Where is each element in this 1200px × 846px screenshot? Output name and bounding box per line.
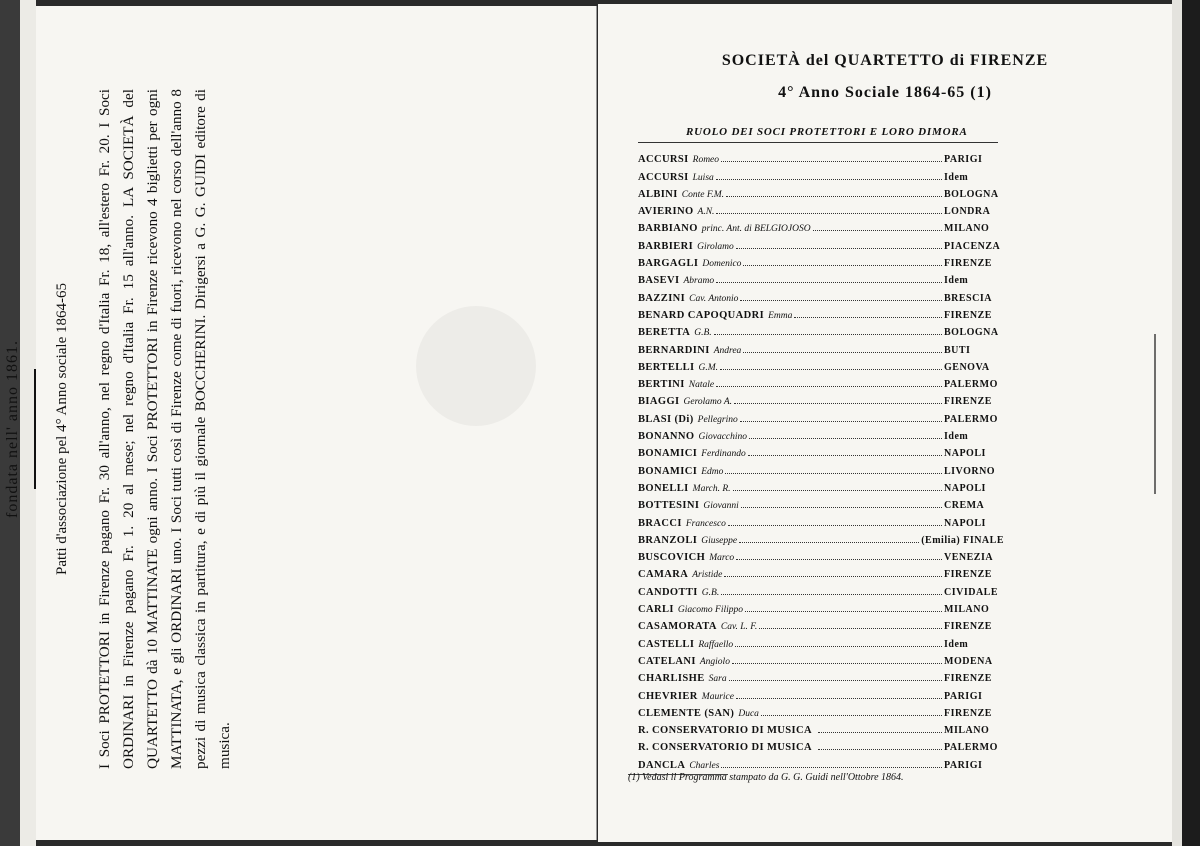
association-terms-text: I Soci PROTETTORI in Firenze pagano Fr. 30 all'anno, nel regno d'Italia Fr. 18, all'estero Fr. 20. I Soci ORDINARI in Firenze pagano Fr. 1. 20 al mese; nel regno d'Italia Fr. 15 all'anno. LA SOCIETÀ del QUARTETTO dà 10 MATTINATE ogni anno. I Soci PROTETTORI in Firenze ricevono 4 biglietti per ogni MATTINATA, e gli ORDINARI uno. I Soci tutti così di Firenze come di fuori, ricevono nel corso dell'anno 8 pezzi di musica classica in partitura, e di più il giornale BOCCHERINI. Dirigersi a G. G. GUIDI editore di musica. (96, 89, 233, 769)
member-surname: CANDOTTI (638, 586, 698, 598)
member-city: FIRENZE (944, 309, 992, 321)
member-surname: BONAMICI (638, 465, 698, 477)
member-given-name: Girolamo (697, 241, 734, 252)
member-city: Idem (944, 171, 969, 183)
dot-leader (724, 576, 942, 577)
member-surname: R. CONSERVATORIO DI MUSICA (638, 725, 812, 737)
member-surname: CARLI (638, 604, 674, 616)
member-given-name: Andrea (713, 345, 742, 356)
dot-leader (732, 663, 942, 664)
member-given-name: Emma (768, 310, 793, 321)
member-surname: BERTINI (638, 379, 685, 391)
member-surname: CHEVRIER (638, 690, 698, 702)
member-surname: BERNARDINI (638, 344, 710, 356)
member-given-name: Abramo (683, 276, 715, 287)
member-surname: BRACCI (638, 517, 682, 529)
margin-pencil-mark (1154, 334, 1168, 494)
footnote: (1) Vedasi il Programma stampato da G. G. Guidi nell'Ottobre 1864. (628, 772, 904, 783)
member-city: Idem (944, 275, 969, 287)
member-row (638, 511, 1004, 528)
dot-leader (736, 559, 942, 560)
member-row (638, 667, 1004, 684)
member-surname: ALBINI (638, 188, 678, 200)
member-surname: BARGAGLI (638, 258, 699, 270)
member-row (638, 442, 1004, 459)
dot-leader (794, 317, 942, 318)
member-given-name: Cav. Antonio (689, 293, 739, 304)
member-row (638, 356, 1004, 373)
member-row (638, 598, 1004, 615)
member-given-name: Francesco (685, 518, 726, 529)
member-city: FIRENZE (944, 258, 992, 270)
member-given-name: Pellegrino (697, 414, 738, 425)
dot-leader (734, 403, 942, 404)
right-page-subtitle: 4° Anno Sociale 1864-65 (1) (778, 84, 992, 101)
member-surname: DANCLA (638, 759, 686, 771)
member-city: FIRENZE (944, 673, 992, 685)
member-city: FIRENZE (944, 707, 992, 719)
dot-leader (714, 334, 942, 335)
member-given-name: G.B. (701, 587, 720, 598)
dot-leader (761, 715, 942, 716)
member-city: GENOVA (944, 361, 990, 373)
member-city: BOLOGNA (944, 188, 999, 200)
member-city: FIRENZE (944, 621, 992, 633)
member-surname: BARBIERI (638, 240, 694, 252)
member-given-name: Gerolamo A. (683, 397, 733, 408)
member-given-name: Maurice (701, 691, 734, 702)
member-city: PARIGI (944, 759, 983, 771)
member-surname: ACCURSI (638, 171, 689, 183)
member-city: MILANO (944, 223, 990, 235)
member-row (638, 183, 1004, 200)
member-surname: BRANZOLI (638, 534, 698, 546)
member-given-name: princ. Ant. di BELGIOJOSO (701, 224, 811, 235)
member-surname: AVIERINO (638, 206, 694, 218)
member-given-name: G.M. (698, 362, 719, 373)
member-row (638, 684, 1004, 701)
member-given-name: Ferdinando (701, 449, 746, 460)
member-city: PALERMO (944, 742, 998, 754)
member-row (638, 494, 1004, 511)
member-row (638, 546, 1004, 563)
member-row (638, 407, 1004, 424)
dot-leader (716, 282, 942, 283)
member-surname: CASTELLI (638, 638, 695, 650)
member-city: Idem (944, 638, 969, 650)
member-surname: CATELANI (638, 655, 696, 667)
dot-leader (721, 594, 942, 595)
member-row (638, 650, 1004, 667)
member-city: PALERMO (944, 413, 998, 425)
rotated-text-block (0, 49, 536, 809)
member-row (638, 338, 1004, 355)
member-surname: BIAGGI (638, 396, 680, 408)
member-given-name: Luisa (692, 172, 714, 183)
dot-leader (741, 507, 942, 508)
dot-leader (745, 611, 942, 612)
member-city: LIVORNO (944, 465, 996, 477)
member-surname: BENARD CAPOQUADRI (638, 309, 765, 321)
dot-leader (716, 386, 942, 387)
member-surname: R. CONSERVATORIO DI MUSICA (638, 742, 812, 754)
member-given-name: March. R. (692, 483, 731, 494)
member-given-name: G.B. (694, 328, 712, 339)
member-given-name: Romeo (692, 155, 720, 166)
heading-rule (638, 142, 998, 143)
dot-leader (813, 230, 942, 231)
dot-leader (729, 680, 942, 681)
member-surname: ACCURSI (638, 154, 689, 166)
member-city: FIRENZE (944, 569, 992, 581)
member-row (638, 632, 1004, 649)
dot-leader (736, 248, 942, 249)
member-given-name: Giovanni (703, 501, 739, 512)
dot-leader (743, 265, 942, 266)
dot-leader (726, 196, 942, 197)
member-row (638, 736, 1004, 753)
member-city: NAPOLI (944, 448, 986, 460)
member-given-name: Aristide (692, 570, 723, 581)
member-given-name: Sara (708, 674, 727, 685)
dot-leader (759, 628, 942, 629)
dot-leader (716, 213, 942, 214)
member-city: CIVIDALE (944, 586, 999, 598)
member-given-name: Giacomo Filippo (677, 605, 744, 616)
member-surname: BOTTESINI (638, 500, 700, 512)
member-surname: BERTELLI (638, 361, 695, 373)
member-surname: BERETTA (638, 327, 691, 339)
member-row (638, 252, 1004, 269)
divider (34, 369, 36, 489)
member-given-name: A.N. (697, 207, 715, 218)
dot-leader (818, 732, 942, 733)
dot-leader (733, 490, 942, 491)
member-city: CREMA (944, 500, 985, 512)
member-row (638, 373, 1004, 390)
member-row (638, 148, 1004, 165)
member-city: VENEZIA (944, 552, 994, 564)
dot-leader (748, 455, 942, 456)
member-given-name: Natale (688, 380, 715, 391)
member-row (638, 200, 1004, 217)
member-city: BOLOGNA (944, 327, 999, 339)
member-city: PALERMO (944, 379, 998, 391)
member-city: MILANO (944, 725, 990, 737)
member-city: NAPOLI (944, 482, 986, 494)
member-list (638, 148, 1004, 771)
member-row (638, 580, 1004, 597)
member-given-name: Cav. L. F. (720, 622, 758, 633)
member-list-heading: RUOLO DEI SOCI PROTETTORI E LORO DIMORA (686, 126, 968, 138)
member-given-name: Domenico (702, 259, 742, 270)
member-given-name: Duca (738, 708, 759, 719)
right-page (598, 4, 1172, 842)
member-given-name: Angiolo (699, 656, 730, 667)
member-surname: BONAMICI (638, 448, 698, 460)
member-surname: BASEVI (638, 275, 680, 287)
right-book-edge (1172, 0, 1200, 846)
member-surname: BONANNO (638, 431, 695, 443)
member-row (638, 234, 1004, 251)
member-surname: BAZZINI (638, 292, 686, 304)
dot-leader (743, 352, 942, 353)
dot-leader (721, 767, 942, 768)
member-row (638, 477, 1004, 494)
member-city: Idem (944, 431, 969, 443)
member-row (638, 615, 1004, 632)
member-city: MODENA (944, 655, 993, 667)
member-city: (Emilia) FINALE (921, 534, 1004, 546)
member-surname: CLEMENTE (SAN) (638, 707, 735, 719)
member-row (638, 304, 1004, 321)
member-surname: CASAMORATA (638, 621, 717, 633)
member-surname: BONELLI (638, 482, 689, 494)
dot-leader (739, 542, 919, 543)
dot-leader (720, 369, 942, 370)
member-city: MILANO (944, 604, 990, 616)
member-surname: BLASI (Di) (638, 413, 694, 425)
member-row (638, 425, 1004, 442)
dot-leader (740, 421, 942, 422)
member-row (638, 702, 1004, 719)
dot-leader (740, 300, 942, 301)
member-row (638, 719, 1004, 736)
left-page-subtitle: fondata nell' anno 1861. (4, 340, 21, 518)
member-row (638, 217, 1004, 234)
dot-leader (735, 646, 942, 647)
member-city: PARIGI (944, 154, 983, 166)
member-given-name: Edmo (701, 466, 724, 477)
member-row (638, 529, 1004, 546)
dot-leader (736, 698, 942, 699)
member-city: BRESCIA (944, 292, 992, 304)
dot-leader (818, 749, 942, 750)
member-row (638, 459, 1004, 476)
member-row (638, 563, 1004, 580)
member-given-name: Giovacchino (698, 432, 748, 443)
member-given-name: Giuseppe (701, 535, 738, 546)
member-surname: CHARLISHE (638, 673, 705, 685)
dot-leader (721, 161, 942, 162)
member-surname: BUSCOVICH (638, 552, 706, 564)
member-row (638, 165, 1004, 182)
member-city: PARIGI (944, 690, 983, 702)
member-given-name: Conte F.M. (681, 189, 725, 200)
member-row (638, 753, 1004, 770)
member-city: BUTI (944, 344, 971, 356)
member-row (638, 269, 1004, 286)
member-surname: CAMARA (638, 569, 689, 581)
member-city: NAPOLI (944, 517, 986, 529)
dot-leader (725, 473, 942, 474)
member-row (638, 321, 1004, 338)
member-given-name: Charles (689, 760, 720, 771)
member-city: LONDRA (944, 206, 991, 218)
member-row (638, 286, 1004, 303)
member-given-name: Raffaello (698, 639, 734, 650)
patti-heading: Patti d'associazione pel 4° Anno sociale 1864-65 (54, 283, 70, 575)
member-surname: BARBIANO (638, 223, 698, 235)
member-row (638, 390, 1004, 407)
right-page-title: SOCIETÀ del QUARTETTO di FIRENZE (721, 52, 1049, 69)
dot-leader (728, 525, 942, 526)
member-city: PIACENZA (944, 240, 1001, 252)
dot-leader (749, 438, 942, 439)
left-page (4, 6, 597, 840)
dot-leader (716, 179, 942, 180)
member-city: FIRENZE (944, 396, 992, 408)
member-given-name: Marco (709, 553, 735, 564)
